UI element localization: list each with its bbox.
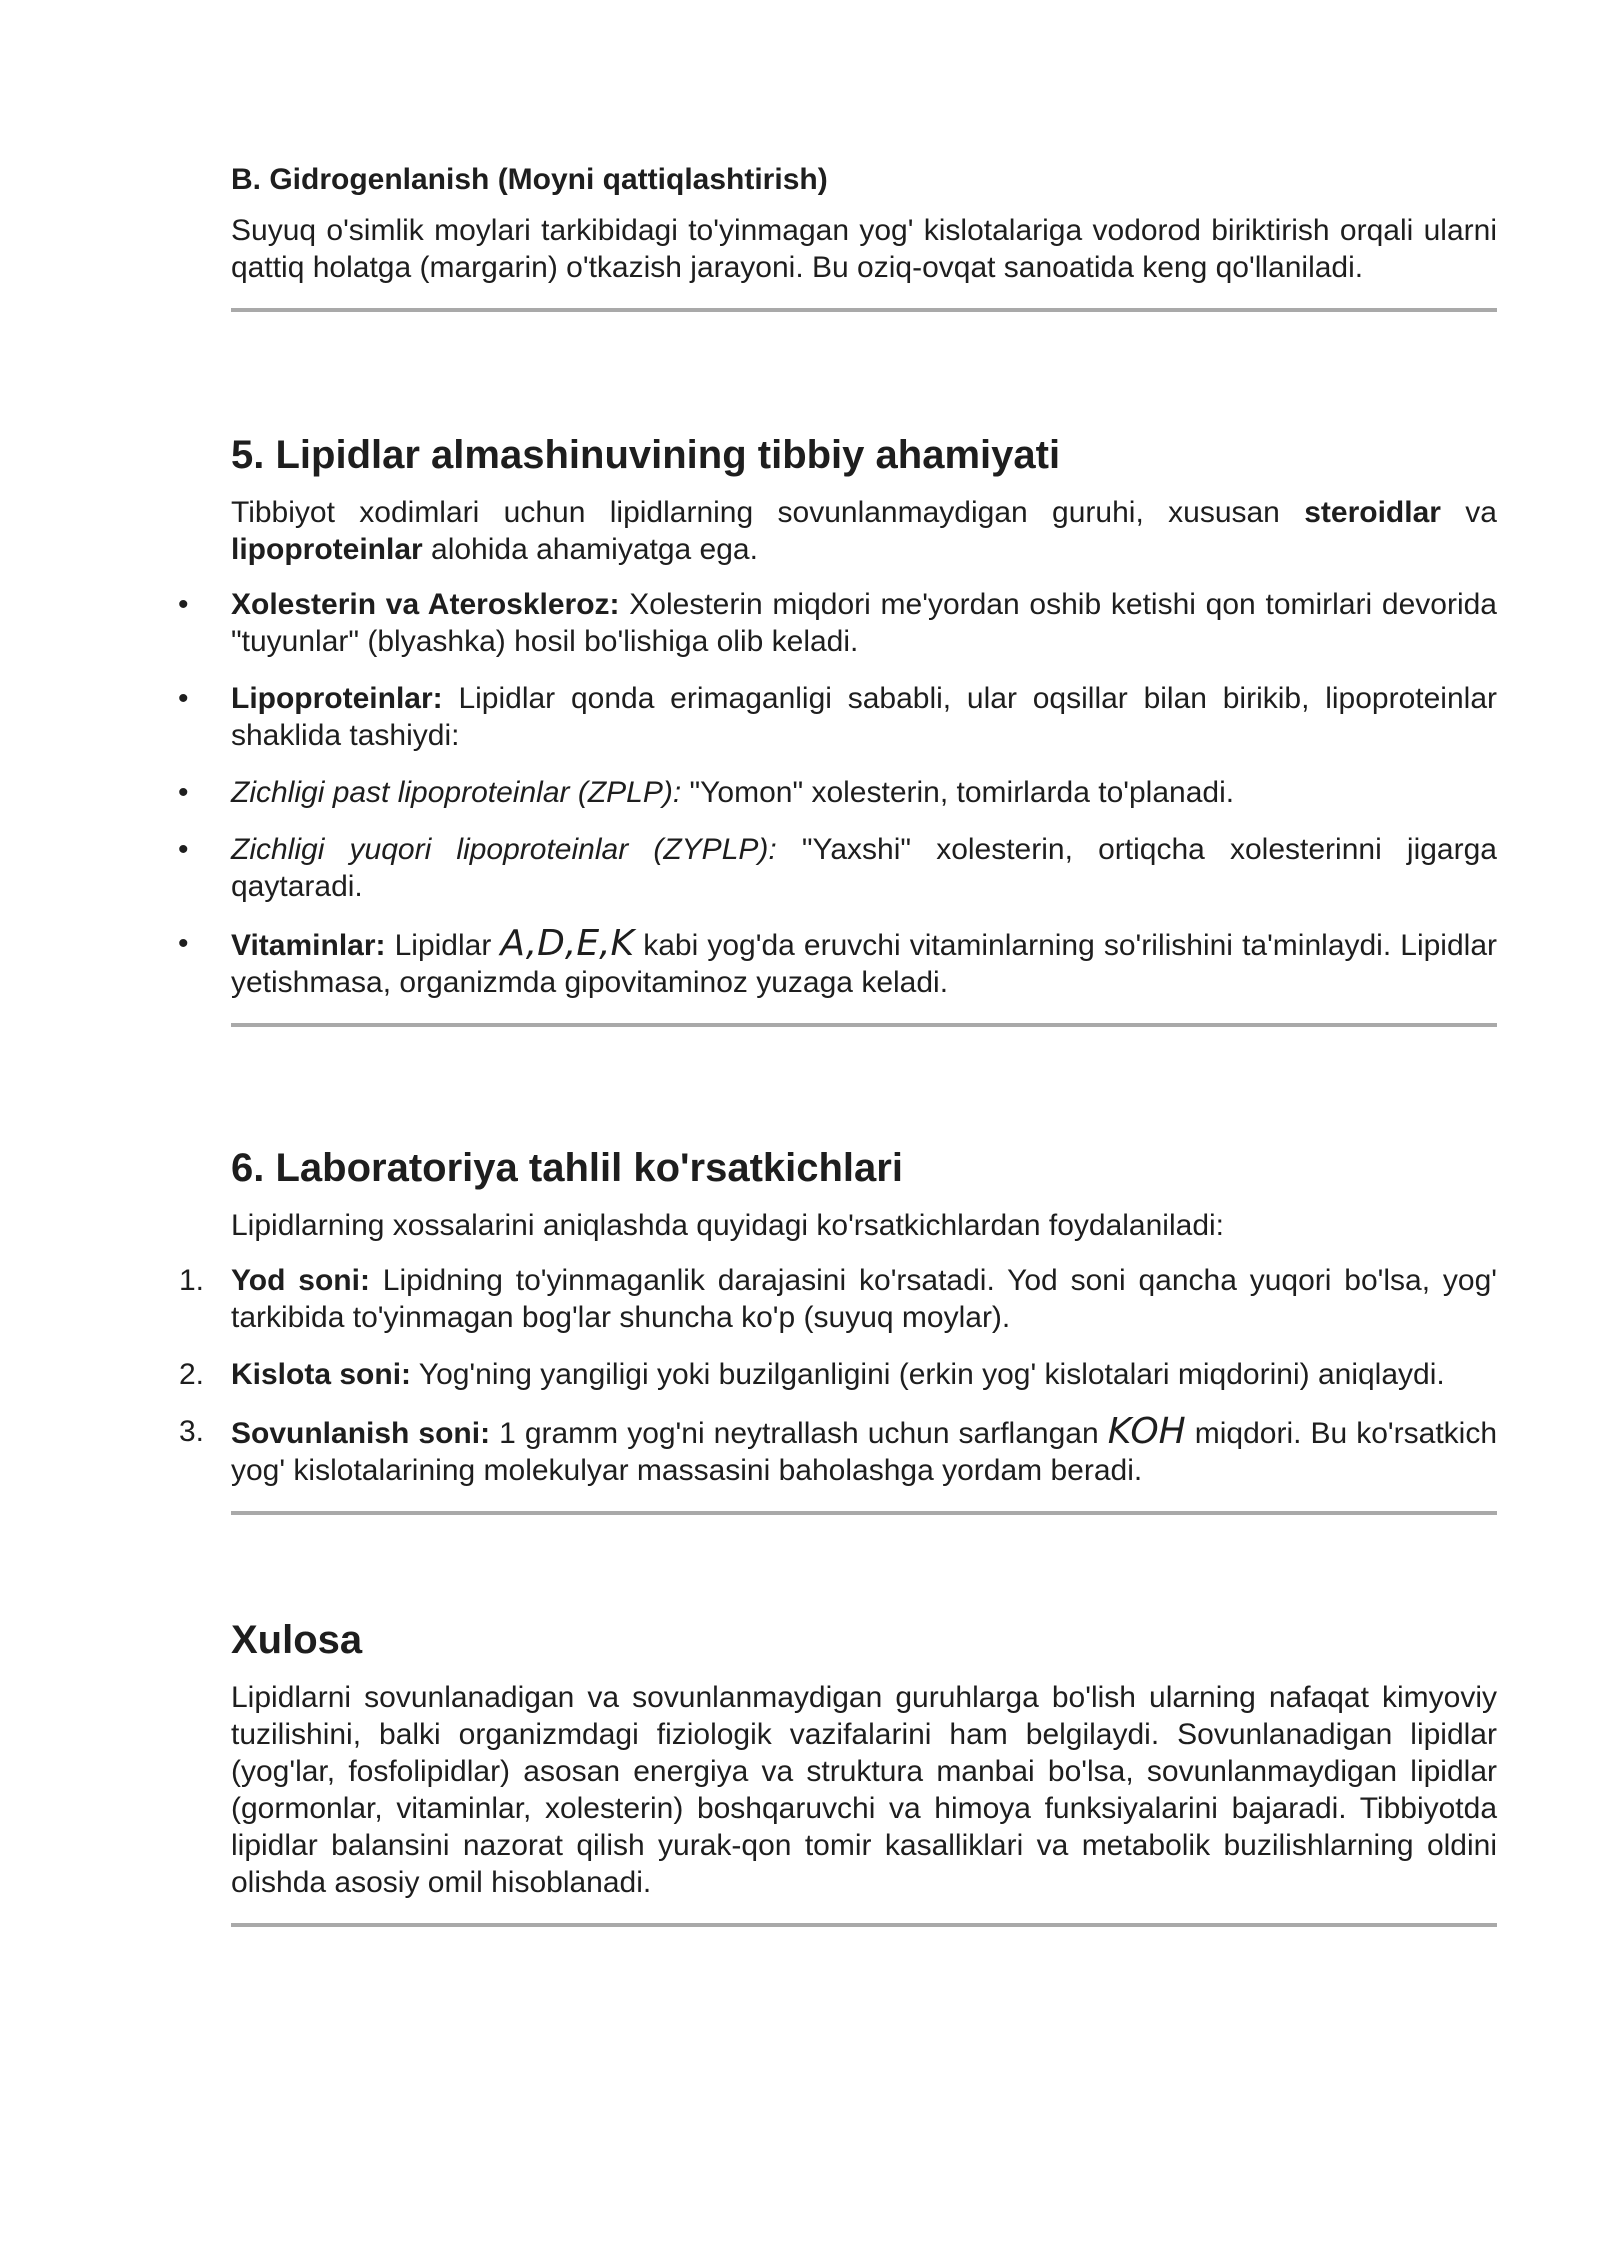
- bullet-icon: •: [178, 682, 189, 715]
- section-6-numbered-list: [179, 1262, 1498, 1489]
- list-item: • Vitaminlar: Lipidlar A,D,E,K kabi yog'da eruvchi vitaminlarning so'rilishini ta'minlaydi. Lipidlar yetishmasa, organizmda gipovitaminoz yuzaga keladi.: [178, 923, 1498, 999]
- list-item-term: Kislota soni:: [231, 1358, 412, 1391]
- list-item: 3. Sovunlanish soni: 1 gramm yog'ni neytrallash uchun sarflangan KOH miqdori. Bu ko'rsatkich yog' kislotalarining molekulyar massasini baholashga yordam beradi.: [179, 1411, 1498, 1487]
- list-item: [178, 774, 1497, 811]
- list-item-term: Yod soni:: [231, 1264, 370, 1297]
- list-item-text: Lipidlar qonda erimaganligi sababli, ular oqsillar bilan birikib, lipoproteinlar shaklida tashiydi:: [231, 682, 1497, 752]
- section-medical-significance: [178, 430, 1498, 1027]
- list-item: [178, 680, 1497, 754]
- list-item-text: Xolesterin miqdori me'yordan oshib ketishi qon tomirlari devorida "tuyunlar" (blyashka) hosil bo'lishiga olib keladi.: [231, 588, 1497, 658]
- list-item: [178, 586, 1497, 660]
- list-item-text: Lipidning to'yinmaganlik darajasini ko'rsatadi. Yod soni qancha yuqori bo'lsa, yog' tarkibida to'yinmagan bog'lar shuncha ko'p (suyuq moylar).: [231, 1264, 1498, 1334]
- list-number: 1.: [179, 1264, 205, 1297]
- section-lab-indicators: [179, 1143, 1498, 1515]
- conclusion-paragraph: Lipidlarni sovunlanadigan va sovunlanmaydigan guruhlarga bo'lish ularning nafaqat kimyoviy tuzilishini, balki organizmdagi fiziologik vazifalarini ham belgilaydi. Sovunlanadigan lipidlar (yog'lar, fosfolipidlar) asosan energiya va struktura manbai bo'lsa, sovunlanmaydigan lipidlar (gormonlar, vitaminlar, xolesterin) boshqaruvchi va himoya funksiyalarini bajaradi. Tibbiyotda lipidlar balansini nazorat qilish yurak-qon tomir kasalliklari va metabolik buzilishlarning oldini olishda asosiy omil hisoblanadi.: [231, 1681, 1497, 1899]
- list-item-term: Sovunlanish soni:: [231, 1417, 491, 1450]
- document-page: [178, 160, 1498, 1927]
- list-item-term: Vitaminlar:: [231, 929, 386, 962]
- list-number: 3.: [179, 1415, 205, 1448]
- term-steroidlar: steroidlar: [1304, 496, 1441, 529]
- section-b-heading: B. Gidrogenlanish (Moyni qattiqlashtirish): [231, 163, 828, 196]
- conclusion-heading: Xulosa: [231, 1618, 363, 1662]
- section-conclusion: [231, 1615, 1497, 1927]
- list-item: [179, 1356, 1497, 1393]
- list-item: [178, 831, 1497, 905]
- bullet-icon: •: [178, 833, 189, 866]
- list-item-term: Xolesterin va Ateroskleroz:: [231, 588, 620, 621]
- list-item-term: Lipoproteinlar:: [231, 682, 443, 715]
- list-item-text: "Yaxshi" xolesterin, ortiqcha xolesterinni jigarga qaytaradi.: [231, 833, 1497, 903]
- section-divider: [231, 1923, 1497, 1927]
- bullet-icon: •: [178, 927, 189, 960]
- section-6-heading: 6. Laboratoriya tahlil ko'rsatkichlari: [231, 1146, 903, 1190]
- list-item-term: Zichligi yuqori lipoproteinlar (ZYPLP):: [231, 833, 777, 866]
- list-item-text: Yog'ning yangiligi yoki buzilganligini (erkin yog' kislotalari miqdorini) aniqlaydi.: [411, 1358, 1445, 1391]
- section-b-paragraph: Suyuq o'simlik moylari tarkibidagi to'yinmagan yog' kislotalariga vodorod biriktirish orqali ularni qattiq holatga (margarin) o'tkazish jarayoni. Bu oziq-ovqat sanoatida keng qo'llaniladi.: [231, 214, 1497, 284]
- list-item-text: "Yomon" xolesterin, tomirlarda to'planadi.: [681, 776, 1235, 809]
- math-vitamins: A,D,E,K: [500, 923, 635, 964]
- term-lipoproteinlar: lipoproteinlar: [231, 533, 423, 566]
- bullet-icon: •: [178, 776, 189, 809]
- section-6-intro: Lipidlarning xossalarini aniqlashda quyidagi ko'rsatkichlardan foydalaniladi:: [231, 1209, 1225, 1242]
- section-hydrogenation: [231, 160, 1497, 312]
- section-5-heading: 5. Lipidlar almashinuvining tibbiy ahamiyati: [231, 433, 1061, 477]
- list-item: [179, 1262, 1498, 1336]
- bullet-icon: •: [178, 588, 189, 621]
- list-item-term: Zichligi past lipoproteinlar (ZPLP):: [231, 776, 682, 809]
- list-number: 2.: [179, 1358, 205, 1391]
- math-koh: KOH: [1107, 1411, 1186, 1452]
- section-5-bullet-list: [178, 586, 1498, 1001]
- section-5-intro: Tibbiyot xodimlari uchun lipidlarning sovunlanmaydigan guruhi, xususan steroidlar va lipoproteinlar alohida ahamiyatga ega.: [231, 496, 1497, 566]
